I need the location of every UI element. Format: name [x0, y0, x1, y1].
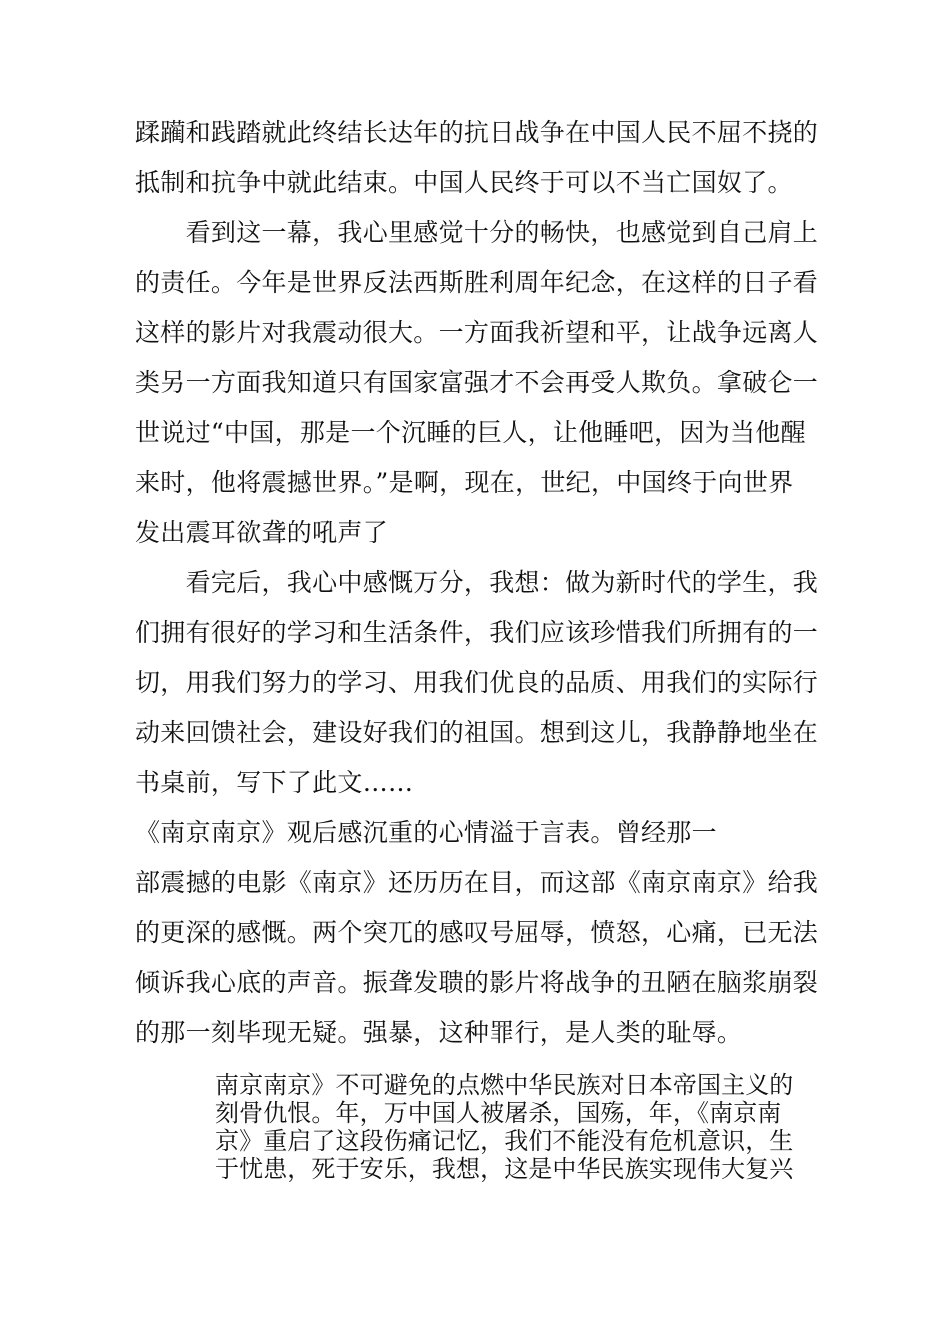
text-line: 来时，他将震撼世界。”是啊，现在，世纪，中国终于向世界	[135, 468, 794, 497]
text-line: 于忧患，死于安乐，我想，这是中华民族实现伟大复兴	[215, 1155, 794, 1183]
text-line: 这样的影片对我震动很大。一方面我祈望和平，让战争远离人	[135, 318, 819, 347]
text-line: 类另一方面我知道只有国家富强才不会再受人欺负。拿破仑一	[135, 368, 819, 397]
text-line: 倾诉我心底的声音。振聋发聩的影片将战争的丑陋在脑浆崩裂	[135, 968, 819, 997]
text-line: 的那一刻毕现无疑。强暴，这种罪行，是人类的耻辱。	[135, 1018, 743, 1047]
text-line: 的更深的感慨。两个突兀的感叹号屈辱，愤怒，心痛，已无法	[135, 918, 819, 947]
text-line: 看到这一幕，我心里感觉十分的畅快，也感觉到自己肩上	[135, 218, 819, 247]
text-line: 京》重启了这段伤痛记忆，我们不能没有危机意识，生	[215, 1127, 794, 1155]
text-line: 看完后，我心中感慨万分，我想：做为新时代的学生，我	[135, 568, 819, 597]
text-line: 南京南京》不可避免的点燃中华民族对日本帝国主义的	[215, 1071, 794, 1099]
text-line: 动来回馈社会，建设好我们的祖国。想到这儿，我静静地坐在	[135, 718, 819, 747]
text-line: 们拥有很好的学习和生活条件，我们应该珍惜我们所拥有的一	[135, 618, 819, 647]
text-line: 部震撼的电影《南京》还历历在目，而这部《南京南京》给我	[135, 868, 819, 897]
text-line: 世说过“中国，那是一个沉睡的巨人，让他睡吧，因为当他醒	[135, 418, 806, 447]
text-line: 蹂躏和践踏就此终结长达年的抗日战争在中国人民不屈不挠的	[135, 118, 819, 147]
text-line: 切，用我们努力的学习、用我们优良的品质、用我们的实际行	[135, 668, 819, 697]
text-line: 《南京南京》观后感沉重的心情溢于言表。曾经那一	[135, 818, 717, 847]
text-line: 刻骨仇恨。年，万中国人被屠杀，国殇，年，《南京南	[215, 1099, 782, 1127]
text-line: 书桌前，写下了此文……	[135, 768, 414, 797]
text-line: 的责任。今年是世界反法西斯胜利周年纪念，在这样的日子看	[135, 268, 819, 297]
text-line: 抵制和抗争中就此结束。中国人民终于可以不当亡国奴了。	[135, 168, 793, 197]
text-line: 发出震耳欲聋的吼声了	[135, 518, 389, 547]
